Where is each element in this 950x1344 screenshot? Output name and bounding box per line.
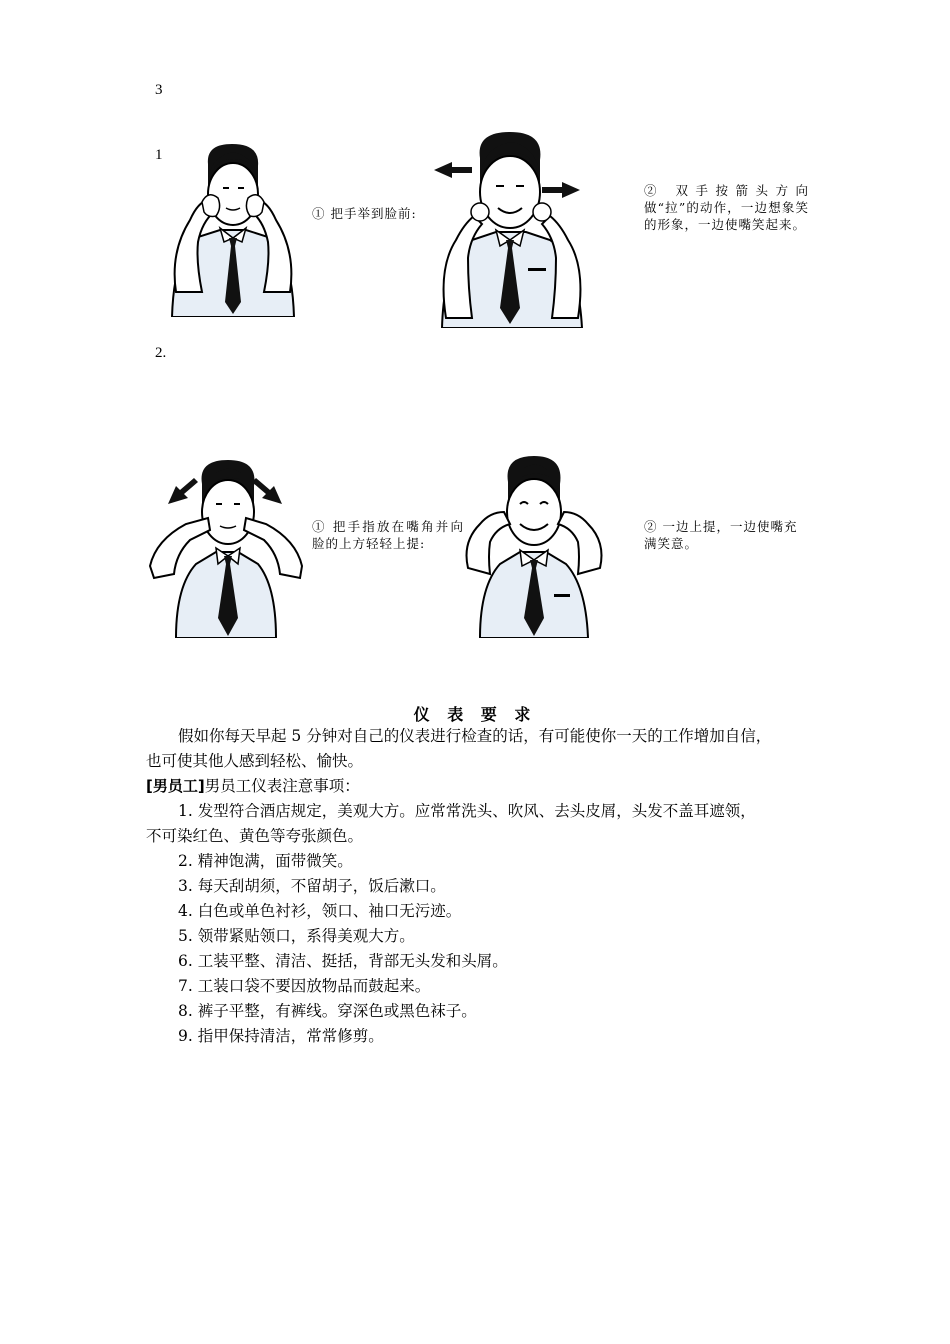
illustration-smile-with-lift bbox=[460, 452, 608, 638]
list-item: 3. 每天刮胡须，不留胡子，饭后漱口。 bbox=[178, 877, 446, 895]
page-title: 仪 表 要 求 bbox=[413, 705, 537, 724]
intro-paragraph-line1: 假如你每天早起 5 分钟对自己的仪表进行检查的话，有可能使你一天的工作增加自信， bbox=[178, 727, 772, 745]
illustration-hands-to-face bbox=[168, 142, 298, 317]
list-item-1-line1: 1. 发型符合酒店规定，美观大方。应常常洗头、吹风、去头皮屑，头发不盖耳遮领， bbox=[178, 802, 756, 820]
step-number-2: 2. bbox=[155, 345, 167, 361]
exercise2-caption-b: ② 一边上提，一边使嘴充满笑意。 bbox=[644, 519, 798, 551]
step-number-1: 1 bbox=[155, 147, 163, 163]
list-item: 9. 指甲保持清洁，常常修剪。 bbox=[178, 1027, 384, 1045]
section-heading bbox=[146, 774, 360, 799]
section-heading-text: 男员工仪表注意事项： bbox=[204, 777, 360, 795]
exercise2-caption-a: ① 把手指放在嘴角并向脸的上方轻轻上提: bbox=[312, 519, 464, 551]
list-item-1-line2: 不可染红色、黄色等夸张颜色。 bbox=[146, 827, 364, 845]
section-number-3: 3 bbox=[155, 82, 163, 98]
list-item: 5. 领带紧贴领口，系得美观大方。 bbox=[178, 927, 415, 945]
exercise1-caption-a: ① 把手举到脸前: bbox=[312, 206, 417, 221]
section-tag: [男员工] bbox=[146, 777, 205, 795]
intro-paragraph-line2: 也可使其他人感到轻松、愉快。 bbox=[146, 752, 364, 770]
list-item: 2. 精神饱满，面带微笑。 bbox=[178, 852, 353, 870]
illustration-pull-smile-arrows bbox=[432, 128, 592, 328]
list-item: 6. 工装平整、清洁、挺括，背部无头发和头屑。 bbox=[178, 952, 508, 970]
exercise1-caption-b: ② 双手按箭头方向做“拉”的动作，一边想象笑的形象，一边使嘴笑起来。 bbox=[644, 183, 809, 232]
list-item: 7. 工装口袋不要因放物品而鼓起来。 bbox=[178, 977, 431, 995]
list-item: 8. 裤子平整，有裤线。穿深色或黑色袜子。 bbox=[178, 1002, 477, 1020]
illustration-lift-mouth-corners-arrows bbox=[146, 456, 306, 638]
list-item: 4. 白色或单色衬衫，领口、袖口无污迹。 bbox=[178, 902, 462, 920]
